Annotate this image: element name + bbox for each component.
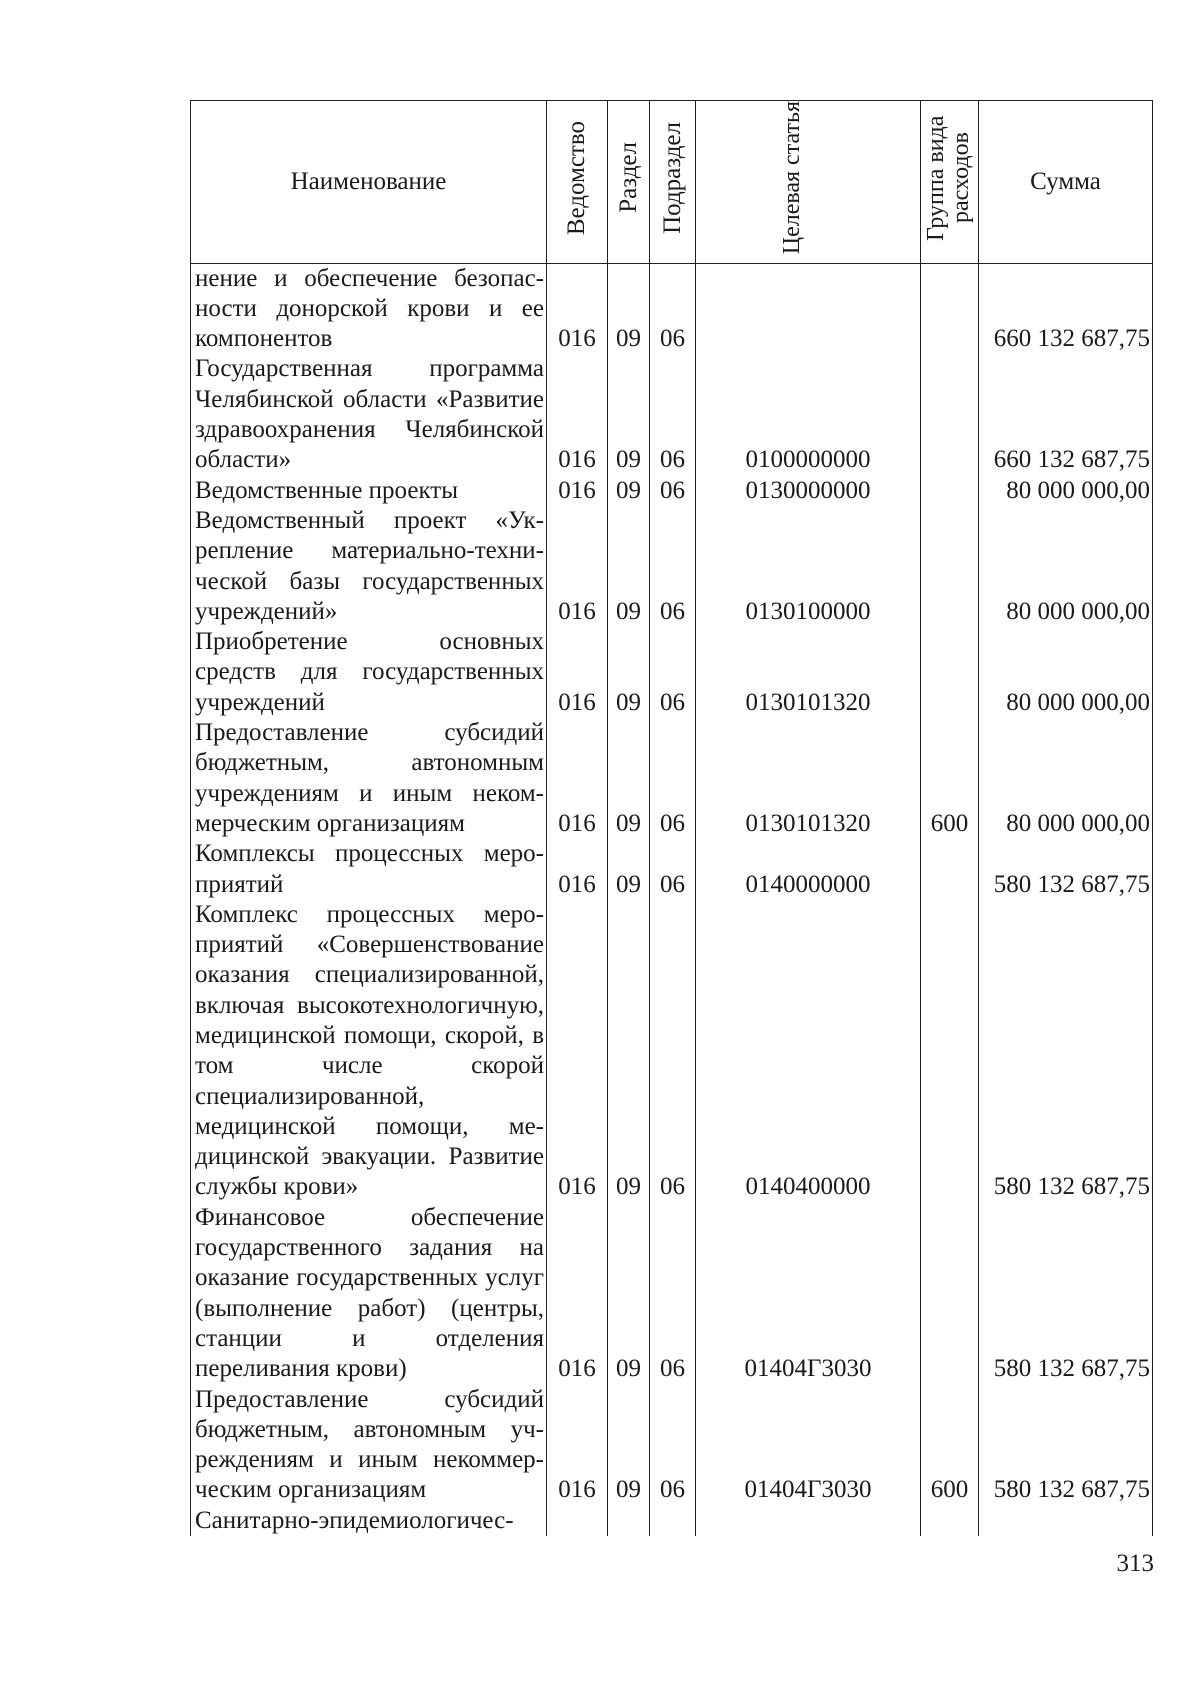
table-row	[191, 839, 1153, 900]
cell-summa: 580 132 687,75	[979, 900, 1153, 1203]
table-body	[191, 263, 1153, 1536]
cell-vedomstvo: 016	[547, 263, 608, 354]
cell-celevaya-statya	[696, 263, 921, 354]
cell-gruppa	[921, 263, 979, 354]
cell-celevaya-statya: 0130000000	[696, 476, 921, 506]
header-razdel: Раздел	[608, 101, 650, 264]
cell-celevaya-statya: 0140000000	[696, 839, 921, 900]
cell-podrazdel: 06	[650, 263, 696, 354]
cell-name: Государственная программа Челябинской области «Развитие здравоохранения Челябинской области»	[191, 354, 547, 475]
cell-gruppa	[921, 506, 979, 627]
cell-gruppa: 600	[921, 1385, 979, 1506]
cell-vedomstvo: 016	[547, 506, 608, 627]
cell-summa: 580 132 687,75	[979, 1203, 1153, 1385]
header-vedomstvo: Ведомство	[547, 101, 608, 264]
cell-name: нение и обеспечение безопасности донорской крови и ее компонентов	[191, 263, 547, 354]
cell-vedomstvo: 016	[547, 1385, 608, 1506]
cell-celevaya-statya: 01404Г3030	[696, 1203, 921, 1385]
cell-vedomstvo: 016	[547, 476, 608, 506]
cell-name: Предоставление субсидий бюджетным, автономным учреждениям и иным некоммерческим организациям	[191, 718, 547, 839]
cell-razdel: 09	[608, 263, 650, 354]
cell-podrazdel: 06	[650, 627, 696, 718]
table-row	[191, 1506, 1153, 1536]
cell-gruppa: 600	[921, 718, 979, 839]
cell-summa: 80 000 000,00	[979, 476, 1153, 506]
cell-razdel: 09	[608, 900, 650, 1203]
cell-celevaya-statya	[696, 1506, 921, 1536]
cell-name: Комплекс процессных мероприятий «Совершенствование оказания специализированной, включая высокотехнологичную, медицинской помощи, скорой, в том числе скорой специализированной, медицинской помощи, медицинской эвакуации. Развитие службы крови»	[191, 900, 547, 1203]
cell-celevaya-statya: 0140400000	[696, 900, 921, 1203]
header-summa: Сумма	[979, 101, 1153, 264]
cell-celevaya-statya: 01404Г3030	[696, 1385, 921, 1506]
cell-gruppa	[921, 627, 979, 718]
cell-name: Предоставление субсидий бюджетным, автономным учреждениям и иным некоммерческим организациям	[191, 1385, 547, 1506]
cell-summa	[979, 1506, 1153, 1536]
cell-celevaya-statya: 0130100000	[696, 506, 921, 627]
cell-name: Финансовое обеспечение государственного задания на оказание государственных услуг (выполнение работ) (центры, станции и отделения переливания крови)	[191, 1203, 547, 1385]
cell-summa: 580 132 687,75	[979, 1385, 1153, 1506]
cell-razdel	[608, 1506, 650, 1536]
table-row	[191, 476, 1153, 506]
header-name: Наименование	[191, 101, 547, 264]
cell-celevaya-statya: 0130101320	[696, 627, 921, 718]
cell-name: Ведомственный проект «Укрепление материально-технической базы государственных учреждений»	[191, 506, 547, 627]
page-number: 313	[1116, 1550, 1154, 1577]
cell-razdel: 09	[608, 718, 650, 839]
header-podrazdel: Подраздел	[650, 101, 696, 264]
cell-podrazdel: 06	[650, 839, 696, 900]
cell-gruppa	[921, 900, 979, 1203]
cell-razdel: 09	[608, 354, 650, 475]
cell-podrazdel: 06	[650, 1203, 696, 1385]
table-row	[191, 506, 1153, 627]
table-row	[191, 1385, 1153, 1506]
cell-podrazdel	[650, 1506, 696, 1536]
cell-summa: 80 000 000,00	[979, 627, 1153, 718]
table-row	[191, 627, 1153, 718]
cell-vedomstvo: 016	[547, 1203, 608, 1385]
cell-vedomstvo: 016	[547, 354, 608, 475]
cell-gruppa	[921, 1506, 979, 1536]
budget-table	[190, 100, 1153, 1536]
cell-gruppa	[921, 476, 979, 506]
cell-razdel: 09	[608, 1203, 650, 1385]
cell-podrazdel: 06	[650, 718, 696, 839]
cell-razdel: 09	[608, 506, 650, 627]
cell-summa: 660 132 687,75	[979, 354, 1153, 475]
cell-vedomstvo: 016	[547, 627, 608, 718]
cell-razdel: 09	[608, 839, 650, 900]
cell-name: Комплексы процессных мероприятий	[191, 839, 547, 900]
cell-podrazdel: 06	[650, 1385, 696, 1506]
cell-summa: 80 000 000,00	[979, 718, 1153, 839]
cell-gruppa	[921, 839, 979, 900]
cell-podrazdel: 06	[650, 476, 696, 506]
cell-gruppa	[921, 1203, 979, 1385]
cell-razdel: 09	[608, 627, 650, 718]
table-row	[191, 354, 1153, 475]
table-row	[191, 1203, 1153, 1385]
cell-celevaya-statya: 0130101320	[696, 718, 921, 839]
cell-podrazdel: 06	[650, 354, 696, 475]
cell-vedomstvo: 016	[547, 900, 608, 1203]
cell-name: Приобретение основных средств для государственных учреждений	[191, 627, 547, 718]
cell-vedomstvo: 016	[547, 839, 608, 900]
cell-name: Ведомственные проекты	[191, 476, 547, 506]
cell-razdel: 09	[608, 476, 650, 506]
cell-summa: 80 000 000,00	[979, 506, 1153, 627]
header-gruppa-vida-rashodov: Группа вида расходов	[921, 101, 979, 264]
cell-gruppa	[921, 354, 979, 475]
cell-name: Санитарно-эпидемиологичес-	[191, 1506, 547, 1536]
cell-vedomstvo	[547, 1506, 608, 1536]
header-celevaya-statya: Целевая статья	[696, 101, 921, 264]
table-row	[191, 263, 1153, 354]
cell-vedomstvo: 016	[547, 718, 608, 839]
table-row	[191, 900, 1153, 1203]
cell-summa: 660 132 687,75	[979, 263, 1153, 354]
cell-razdel: 09	[608, 1385, 650, 1506]
cell-celevaya-statya: 0100000000	[696, 354, 921, 475]
cell-podrazdel: 06	[650, 506, 696, 627]
table-row	[191, 718, 1153, 839]
table-header-row	[191, 101, 1153, 264]
cell-summa: 580 132 687,75	[979, 839, 1153, 900]
cell-podrazdel: 06	[650, 900, 696, 1203]
